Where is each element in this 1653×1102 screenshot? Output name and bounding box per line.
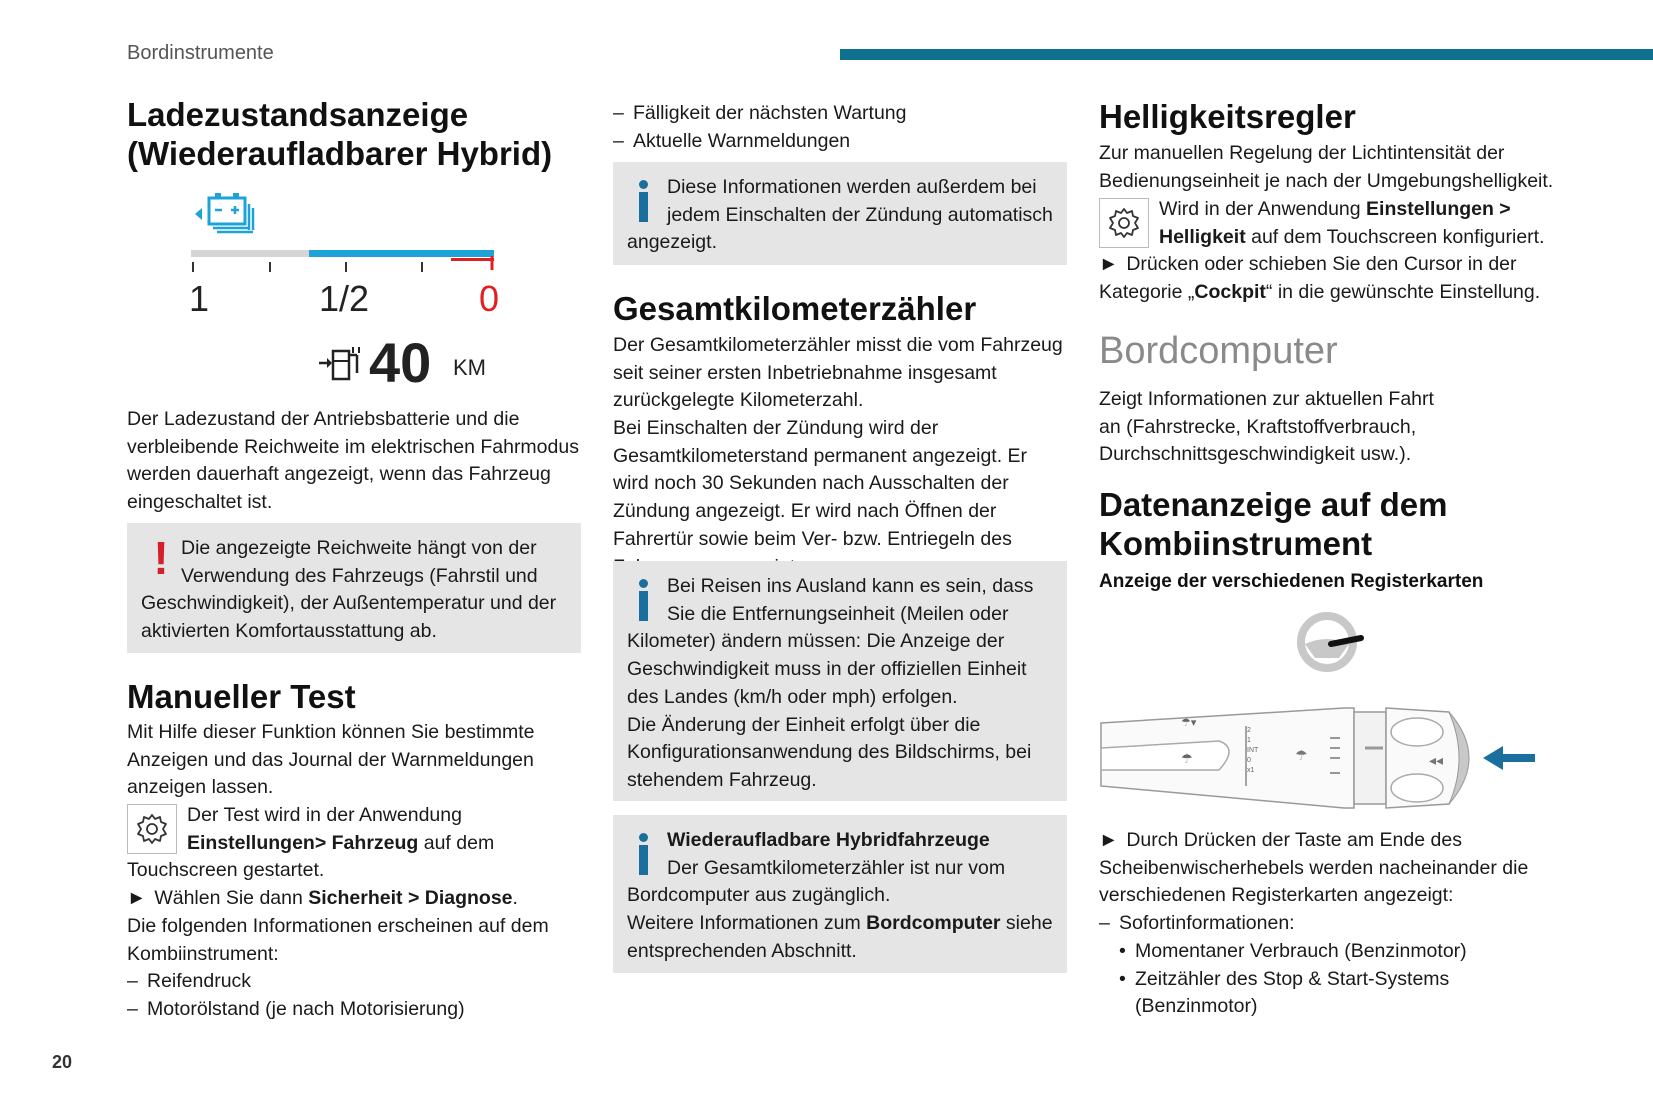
heading-bordcomputer: Bordcomputer bbox=[1099, 330, 1338, 372]
settings-path: Einstellungen > Helligkeit bbox=[1159, 198, 1511, 248]
heading-gesamtkilometerzaehler: Gesamtkilometerzähler bbox=[613, 290, 977, 327]
section-header: Bordinstrumente bbox=[127, 42, 274, 64]
svg-text:☂: ☂ bbox=[1295, 747, 1308, 763]
stalk-label: 1 bbox=[1247, 737, 1251, 744]
text-fragment: auf dem Touchscreen gestartet. bbox=[127, 831, 495, 882]
list-item: – Aktuelle Warnmeldungen bbox=[613, 128, 1067, 156]
info-text: Die Änderung der Einheit erfolgt über die Konfigurationsanwendung des Bildschirms, bei stehendem Fahrzeug. bbox=[627, 713, 1032, 791]
gear-icon bbox=[1106, 205, 1142, 241]
gear-icon bbox=[134, 811, 170, 847]
info-icon bbox=[627, 573, 667, 625]
heading-datenanzeige bbox=[1099, 485, 1447, 563]
odometer-para-1: Der Gesamtkilometerzähler misst die vom Fahrzeug seit seiner ersten Inbetriebnahme insgesamt zurückgelegte Kilometerzahl. bbox=[613, 334, 1063, 412]
settings-path: Einstellungen> Fahrzeug bbox=[187, 831, 419, 854]
stalk-label: x1 bbox=[1247, 767, 1255, 774]
sublist-item: • Momentaner Verbrauch (Benzinmotor) bbox=[1119, 938, 1519, 966]
stalk-label: 0 bbox=[1247, 757, 1251, 764]
gauge-label-empty: 0 bbox=[479, 278, 500, 319]
svg-text:☂: ☂ bbox=[1181, 751, 1193, 766]
text-fragment: Weitere Informationen zum bbox=[627, 912, 867, 935]
info-title: Wiederaufladbare Hybridfahrzeuge bbox=[667, 829, 990, 851]
text-fragment: Wird in der Anwendung bbox=[1159, 198, 1367, 220]
brightness-app-paragraph bbox=[1099, 196, 1559, 251]
sublist-item: • Zeitzähler des Stop & Start-Systems (Benzinmotor) bbox=[1119, 966, 1519, 1021]
list-item: – Sofortinformationen: bbox=[1099, 910, 1559, 938]
tab-sublist bbox=[1099, 938, 1519, 1021]
heading-helligkeitsregler: Helligkeitsregler bbox=[1099, 98, 1356, 135]
info-box-hybrid bbox=[613, 815, 1067, 973]
arrow-icon: ► bbox=[1099, 253, 1119, 275]
text-fragment: Drücken oder schieben Sie den Cursor in der Kategorie „ bbox=[1099, 253, 1517, 303]
info-box-units bbox=[613, 561, 1067, 801]
info-text bbox=[627, 910, 1053, 965]
diagnose-path: Sicherheit > Diagnose bbox=[308, 887, 513, 909]
arrow-icon: ► bbox=[127, 887, 147, 909]
info-icon bbox=[627, 827, 667, 879]
info-text: Bei Reisen ins Ausland kann es sein, dass Sie die Entfernungseinheit (Meilen oder Kilometer) ändern müssen: Die Anzeige der Geschwindigkeit muss in der offiziellen Einheit des Landes (km/h oder mph) erfolgen. bbox=[627, 575, 1034, 708]
text-fragment: auf dem Touchscreen konfiguriert. bbox=[1245, 225, 1545, 248]
bordcomputer-ref: Bordcomputer bbox=[866, 912, 1001, 935]
test-intro: Mit Hilfe dieser Funktion können Sie bestimmte Anzeigen und das Journal der Warnmeldungen anzeigen lassen. bbox=[127, 721, 535, 799]
text-fragment: Durch Drücken der Taste am Ende des Scheibenwischerhebels werden nacheinander die verschiedenen Registerkarten angezeigt: bbox=[1099, 829, 1529, 907]
tab-list bbox=[1099, 910, 1559, 938]
wiper-stalk-figure bbox=[1099, 608, 1579, 818]
list-item: – Reifendruck bbox=[127, 968, 581, 996]
stalk-label: 2 bbox=[1247, 727, 1251, 734]
text-fragment: siehe entsprechenden Abschnitt. bbox=[627, 912, 1053, 962]
gauge-label-half: 1/2 bbox=[319, 278, 370, 319]
steering-wheel-stalk-illustration bbox=[1099, 608, 1579, 818]
gauge-label-full: 1 bbox=[189, 278, 210, 319]
fuel-plug-icon bbox=[317, 345, 363, 385]
odometer-para-2: Bei Einschalten der Zündung wird der Gesamtkilometerstand permanent angezeigt. Er wird noch 30 Sekunden nach Ausschalten der Zündung angezeigt. Er wird nach Öffnen der Fahrertür sowie beim Ver- bzw. Entriegeln des bbox=[613, 417, 1028, 550]
arrow-icon: ► bbox=[1099, 829, 1119, 851]
header-accent-bar bbox=[840, 49, 1653, 60]
info-icon bbox=[627, 174, 667, 226]
subheading-registerkarten: Anzeige der verschiedenen Registerkarten bbox=[1099, 571, 1484, 592]
heading-ladezustand bbox=[127, 95, 552, 173]
brightness-intro: Zur manuellen Regelung der Lichtintensität der Bedienungseinheit je nach der Umgebungshelligkeit. bbox=[1099, 142, 1554, 192]
list-item: – Fälligkeit der nächsten Wartung bbox=[613, 100, 1067, 128]
range-unit: KM bbox=[453, 355, 486, 380]
info-text: Diese Informationen werden außerdem bei jedem Einschalten der Zündung automatisch angezeigt. bbox=[627, 176, 1053, 254]
info-list-continued bbox=[613, 100, 1067, 155]
charge-intro: Der Ladezustand der Antriebsbatterie und die verbleibende Reichweite im elektrischen Fahrmodus werden dauerhaft angezeigt, wenn das Fahrzeug eingeschaltet ist. bbox=[127, 408, 579, 514]
info-intro: Die folgenden Informationen erscheinen auf dem Kombiinstrument: bbox=[127, 915, 549, 965]
wiper-speed-labels bbox=[1247, 726, 1258, 776]
heading-manueller-test: Manueller Test bbox=[127, 678, 356, 715]
info-list bbox=[127, 968, 581, 1023]
heading-line: Kombiinstrument bbox=[1099, 525, 1373, 562]
info-box-auto bbox=[613, 162, 1067, 265]
range-value: 40 bbox=[369, 331, 432, 394]
test-app-paragraph bbox=[127, 802, 581, 885]
warning-icon: ! bbox=[153, 532, 169, 584]
page-number: 20 bbox=[52, 1052, 73, 1072]
select-instruction bbox=[127, 885, 581, 913]
settings-app-tile bbox=[1099, 198, 1149, 248]
bordcomputer-intro: Zeigt Informationen zur aktuellen Fahrt an (Fahrstrecke, Kraftstoffverbrauch, Durchschnittsgeschwindigkeit usw.). bbox=[1099, 388, 1434, 466]
heading-line: Ladezustandsanzeige bbox=[127, 96, 469, 133]
list-item: – Motorölstand (je nach Motorisierung) bbox=[127, 996, 581, 1024]
brightness-instruction bbox=[1099, 251, 1559, 306]
text-fragment: “ in die gewünschte Einstellung. bbox=[1265, 280, 1541, 303]
stalk-label: INT bbox=[1247, 747, 1259, 754]
svg-text:◂◂: ◂◂ bbox=[1429, 752, 1444, 768]
warning-text: Die angezeigte Reichweite hängt von der Verwendung des Fahrzeugs (Fahrstil und Geschwindigkeit), der Außentemperatur und der aktivierten Komfortausstattung ab. bbox=[141, 537, 557, 643]
warning-box bbox=[127, 523, 581, 653]
svg-text:☂▾: ☂▾ bbox=[1181, 717, 1197, 729]
info-text: Der Gesamtkilometerzähler ist nur vom Bordcomputer aus zugänglich. bbox=[627, 856, 1006, 907]
text-fragment: . bbox=[512, 887, 518, 909]
stalk-instruction bbox=[1099, 827, 1559, 910]
cockpit-category: Cockpit bbox=[1194, 280, 1266, 303]
heading-line: Datenanzeige auf dem bbox=[1099, 486, 1448, 523]
heading-line: (Wiederaufladbarer Hybrid) bbox=[127, 135, 553, 172]
charge-gauge-figure bbox=[189, 190, 509, 400]
text-fragment: Wählen Sie dann bbox=[154, 887, 309, 909]
text-fragment: Der Test wird in der Anwendung bbox=[187, 804, 462, 826]
settings-app-tile bbox=[127, 804, 177, 854]
